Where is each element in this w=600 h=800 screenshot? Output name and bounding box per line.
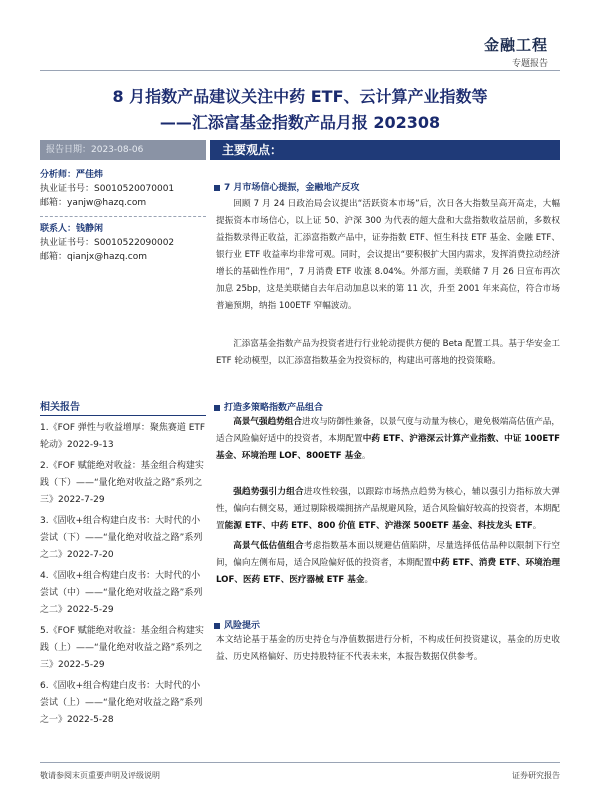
analyst-block [40, 168, 206, 210]
related-report-item: 2.《FOF 赋能绝对收益：基金组合构建实践（下）——“量化绝对收益之路”系列之三》2022-7-29 [40, 461, 204, 505]
portfolio-holdings: 中药 ETF、沪港深云计算产业指数、中证 100ETF 基金、环境治理 LOF、800ETF 基金 [216, 434, 560, 461]
bullet-icon [214, 405, 220, 411]
portfolio-desc: 进攻与防御性兼备，以景气度与动量为核心，避免极端高估值产品，适合风险偏好适中的投资者，本期配置 [216, 417, 560, 444]
contact-name: 联系人：钱静闲 [40, 224, 104, 234]
portfolio-para-2: 强趋势强引力组合进攻性较强，以跟踪市场热点趋势为核心，辅以强引力指标放大弹性，偏向右侧交易，通过剔除极端拥挤产品规避风险，适合风险偏好较高的投资者，本期配置能源 ETF、中药 ETF、800 价值 ETF、沪港深 500ETF 基金、科技龙头 ETF。 [216, 487, 560, 531]
section-title-text: 7 月市场信心提振，金融地产反攻 [224, 183, 360, 193]
portfolio-desc: 进攻性较强，以跟踪市场热点趋势为核心，辅以强引力指标放大弹性，偏向右侧交易，通过剔除极端拥挤产品规避风险，适合风险偏好较高的投资者，本期配置 [216, 487, 560, 531]
portfolio-para-1: 高景气强趋势组合进攻与防御性兼备，以景气度与动量为核心，避免极端高估值产品，适合风险偏好适中的投资者，本期配置中药 ETF、沪港深云计算产业指数、中证 100ETF 基金、环境治理 LOF、800ETF 基金。 [216, 417, 560, 461]
contact-email: 邮箱：qianjx@hazq.com [40, 252, 147, 262]
section-market-para-1: 回顾 7 月 24 日政治局会议提出“活跃资本市场”后，次日各大指数呈高开高走，大幅提振资本市场信心，以上证 50、沪深 300 为代表的超大盘和大盘指数收益居前，多数权益指数录得正收益，汇添富指数产品中，证券指数 ETF、恒生科技 ETF 基金、金融 ETF、银行业 ETF 收益率均非常可观。同时，会议提出“要积极扩大国内需求，发挥消费拉动经济增长的基础性作用”，7 月消费 ETF 收涨 8.04%。外部方面，美联储 7 月 26 日宣布再次加息 25bp，这是美联储自去年启动加息以来的第 11 次，升至 2001 年来高位，符合市场普遍预期，纳指 100ETF 窄幅波动。 [216, 199, 560, 311]
related-report-item: 5.《FOF 赋能绝对收益：基金组合构建实践（上）——“量化绝对收益之路”系列之三》2022-5-29 [40, 626, 204, 670]
analyst-name: 分析师：严佳炜 [40, 170, 104, 180]
related-report-item: 6.《固收+组合构建白皮书：大时代的小尝试（上）——“量化绝对收益之路”系列之一》2022-5-28 [40, 681, 203, 725]
analyst-cert: 执业证书号：S0010520070001 [40, 184, 175, 194]
section-risk-title [214, 618, 560, 631]
risk-para: 本文结论基于基金的历史持仓与净值数据进行分析，不构成任何投资建议，基金的历史收益、历史风格偏好、历史持股特征不代表未来，本报告数据仅供参考。 [216, 635, 560, 662]
portfolio-holdings: 能源 ETF、中药 ETF、800 价值 ETF、沪港深 500ETF 基金、科技龙头 ETF [224, 521, 533, 531]
portfolio-desc: 考虑指数基本面以规避估值陷阱，尽量选择低估品种以限制下行空间，偏向左侧布局，适合风险偏好低的投资者，本期配置 [216, 541, 560, 568]
report-subtitle: ——汇添富基金指数产品月报 202308 [159, 113, 441, 132]
footer-disclaimer: 敬请参阅末页重要声明及评级说明 [40, 771, 160, 780]
doc-type: 专题报告 [511, 59, 548, 69]
portfolio-para-3: 高景气低估值组合考虑指数基本面以规避估值陷阱，尽量选择低估品种以限制下行空间，偏向左侧布局，适合风险偏好低的投资者，本期配置中药 ETF、消费 ETF、环境治理 LOF、医药 ETF、医疗器械 ETF 基金。 [216, 541, 560, 585]
header-divider [40, 70, 560, 71]
report-date-bar [40, 140, 206, 160]
related-report-item: 1.《FOF 弹性与收益增厚：聚焦赛道 ETF 轮动》2022-9-13 [40, 423, 206, 450]
main-points-label: 主要观点： [222, 143, 283, 157]
footer-label: 证券研究报告 [512, 771, 560, 780]
portfolio-name: 高景气强趋势组合 [233, 417, 302, 427]
left-divider [40, 216, 206, 218]
related-reports-list [40, 420, 206, 733]
report-date: 报告日期：2023-08-06 [46, 145, 144, 155]
bullet-icon [214, 623, 220, 629]
report-title: 8 月指数产品建议关注中药 ETF、云计算产业指数等 [112, 87, 488, 106]
section-title-text: 打造多策略指数产品组合 [224, 403, 324, 413]
main-points-bar [210, 140, 560, 160]
portfolio-name: 高景气低估值组合 [233, 541, 304, 551]
analyst-email: 邮箱：yanjw@hazq.com [40, 198, 147, 208]
section-title-text: 风险提示 [224, 621, 261, 631]
portfolio-name: 强趋势强引力组合 [233, 487, 304, 497]
brand-title: 金融工程 [483, 36, 548, 54]
related-reports-title: 相关报告 [40, 398, 206, 416]
section-market-para-2: 汇添富基金指数产品为投资者进行行业轮动提供方便的 Beta 配置工具。基于华安金工 ETF 轮动模型，以汇添富指数基金为投资标的，构建出可落地的投资策略。 [216, 339, 560, 366]
footer-divider [40, 762, 560, 763]
contact-cert: 执业证书号：S0010522090002 [40, 238, 175, 248]
portfolio-holdings: 中药 ETF、消费 ETF、环境治理 LOF、医药 ETF、医疗器械 ETF 基金 [216, 558, 560, 585]
section-market-title [214, 180, 560, 193]
contact-block [40, 222, 206, 264]
section-portfolio-title [214, 400, 560, 413]
bullet-icon [214, 185, 220, 191]
related-report-item: 3.《固收+组合构建白皮书：大时代的小尝试（下）——“量化绝对收益之路”系列之二》2022-7-20 [40, 516, 203, 560]
related-report-item: 4.《固收+组合构建白皮书：大时代的小尝试（中）——“量化绝对收益之路”系列之二》2022-5-29 [40, 571, 203, 615]
